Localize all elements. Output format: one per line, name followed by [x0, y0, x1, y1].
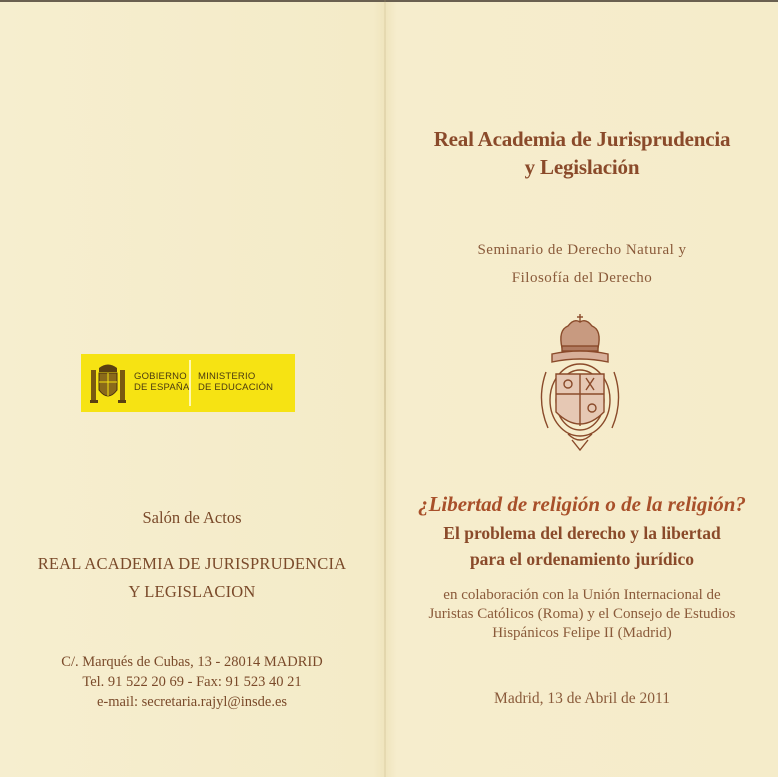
government-label: GOBIERNO DE ESPAÑA: [134, 371, 190, 393]
address-block: [0, 652, 384, 712]
royal-crest-icon: [532, 312, 628, 452]
government-logo: [81, 354, 295, 412]
event-date: Madrid, 13 de Abril de 2011: [494, 690, 670, 707]
ministry-label: MINISTERIO DE EDUCACIÓN: [198, 371, 274, 393]
event-question: ¿Libertad de religión o de la religión?: [418, 492, 746, 516]
academy-title: Real Academia de Jurisprudencia y Legislación: [433, 127, 731, 179]
spain-coat-of-arms-icon: [89, 360, 127, 406]
street-address: C/. Marqués de Cubas, 13 - 28014 MADRID: [61, 654, 323, 670]
left-panel: [0, 0, 384, 777]
seminar-title: Seminario de Derecho Natural y Filosofía del Derecho: [477, 242, 687, 286]
venue-name: REAL ACADEMIA DE JURISPRUDENCIA Y LEGISLACION: [37, 554, 347, 601]
right-panel: [386, 0, 778, 777]
venue-hall: Salón de Actos: [142, 508, 242, 527]
email-address: e-mail: secretaria.rajyl@insde.es: [96, 694, 288, 710]
collaboration-note: en colaboración con la Unión Internacional de Juristas Católicos (Roma) y el Consejo de Estudios Hispánicos Felipe II (Madrid): [428, 587, 736, 641]
event-subtitle: El problema del derecho y la libertad para el ordenamiento jurídico: [443, 523, 721, 569]
phone-fax: Tel. 91 522 20 69 - Fax: 91 523 40 21: [82, 674, 302, 690]
logo-divider: [189, 360, 191, 406]
